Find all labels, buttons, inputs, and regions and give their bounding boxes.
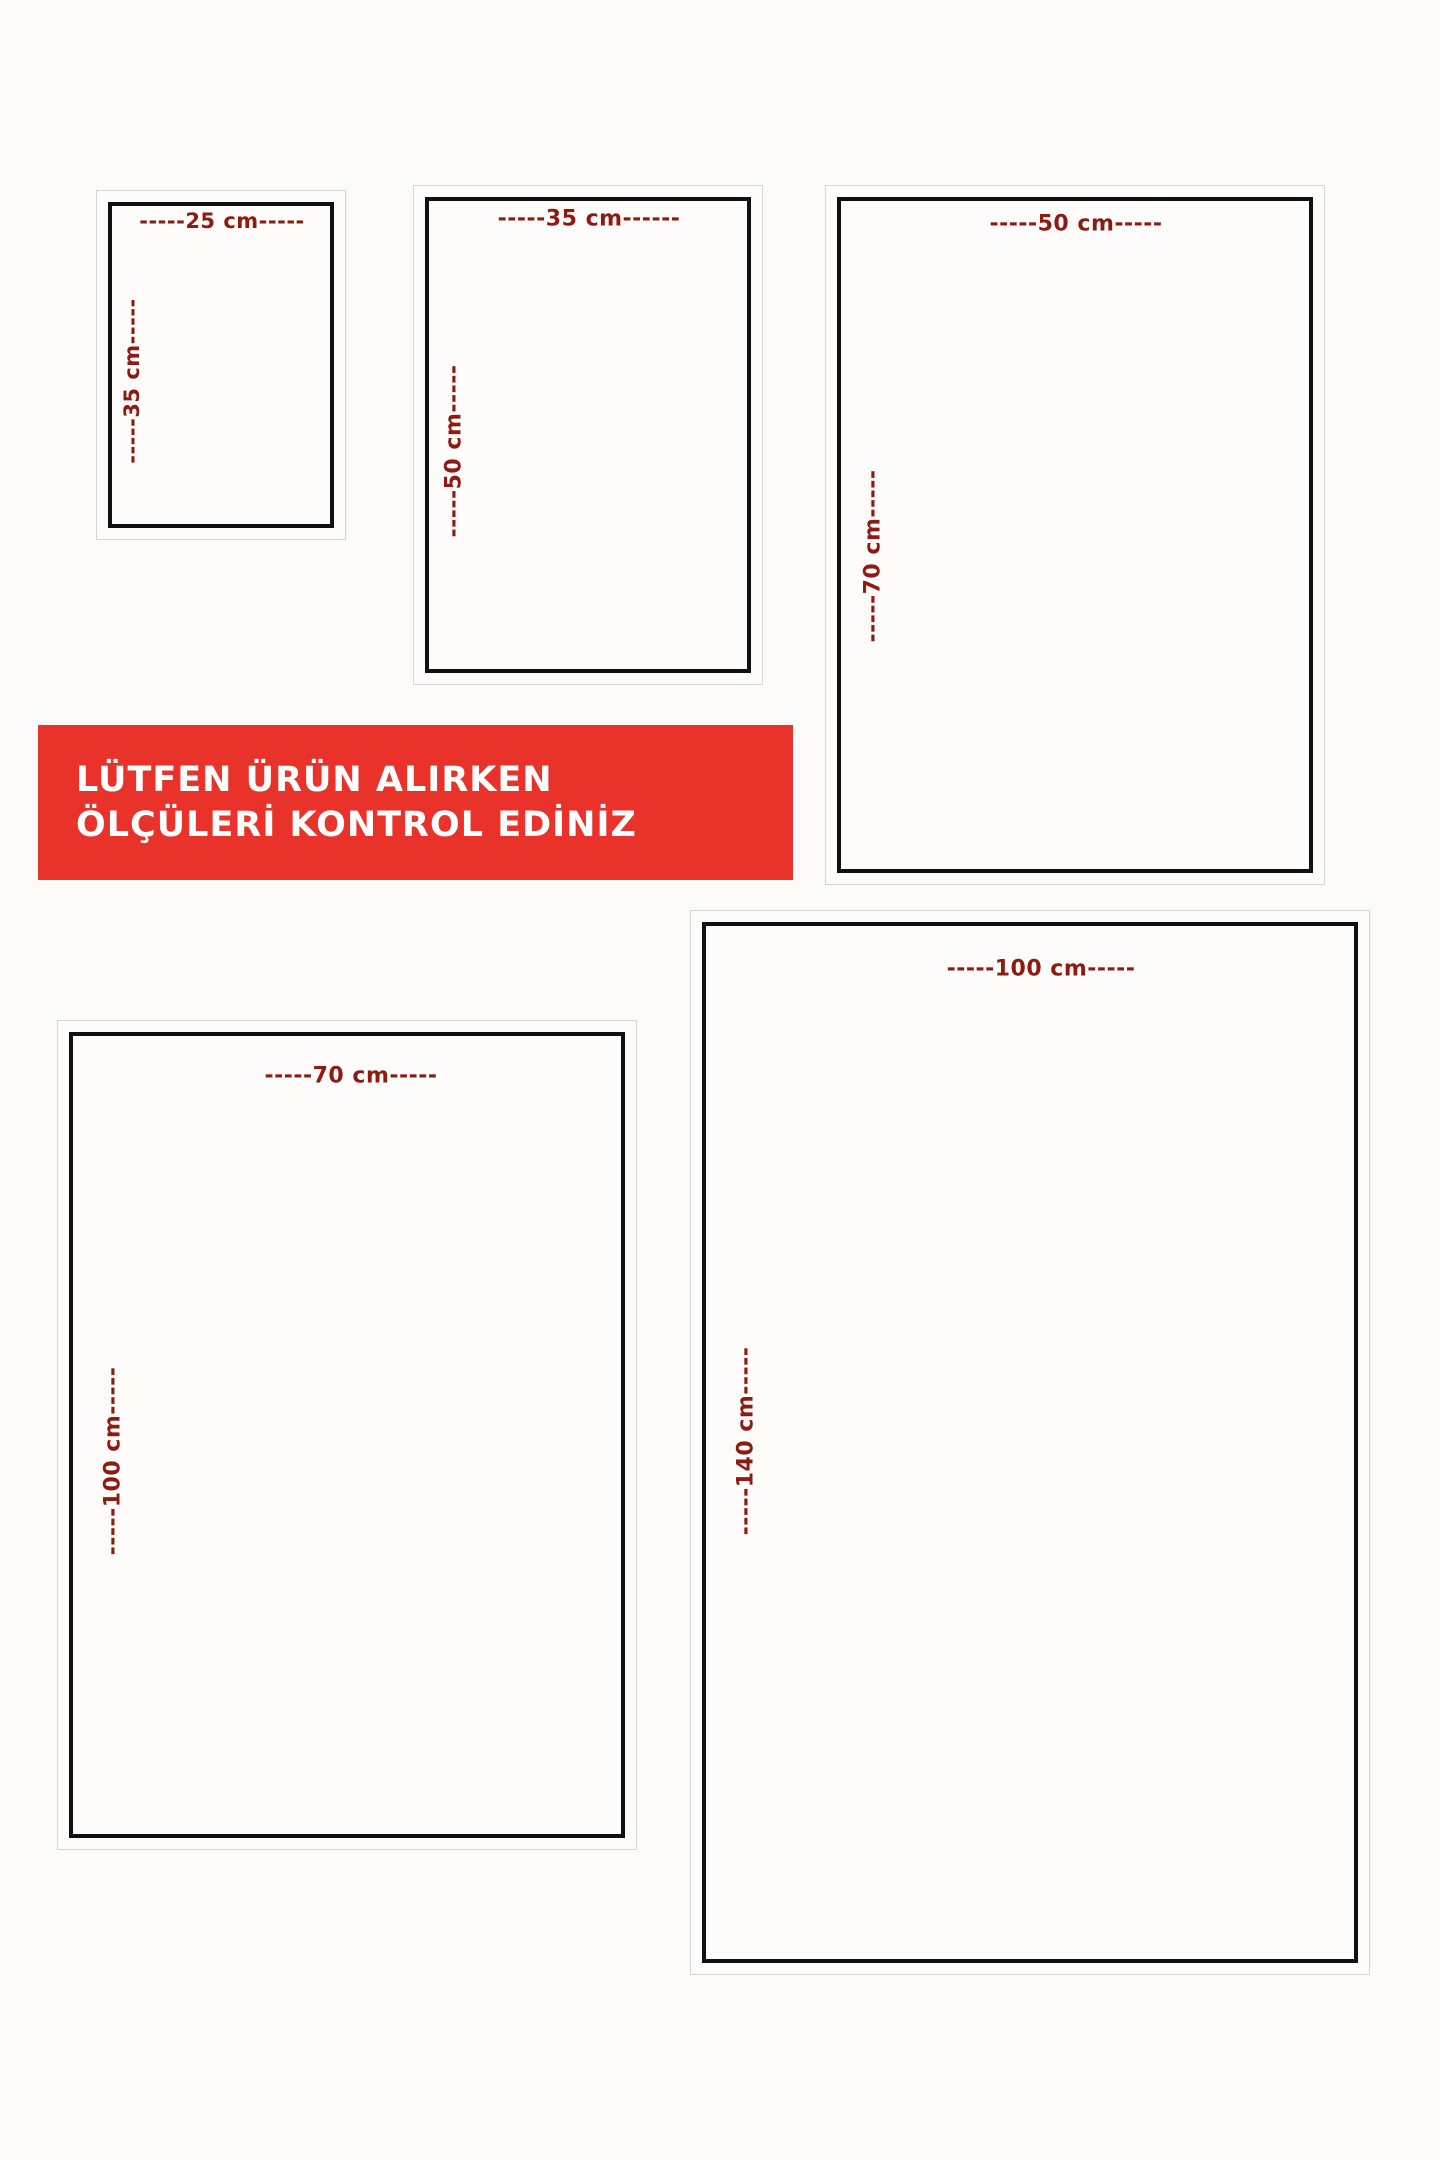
- frame-70x100: [57, 1020, 637, 1850]
- frame-50x70: [825, 185, 1325, 885]
- frame-100x140-height-label: -----140 cm-----: [733, 1346, 759, 1536]
- frame-35x50: [413, 185, 763, 685]
- frame-25x35: [96, 190, 346, 540]
- frame-50x70-height-label: -----70 cm-----: [860, 469, 886, 643]
- warning-banner-line1: LÜTFEN ÜRÜN ALIRKEN: [76, 759, 553, 800]
- frame-35x50-width-label: -----35 cm------: [497, 206, 681, 232]
- warning-banner: [38, 725, 793, 880]
- frame-100x140: [690, 910, 1370, 1975]
- frame-35x50-height-label: -----50 cm-----: [441, 364, 467, 538]
- frame-50x70-width-label: -----50 cm-----: [989, 211, 1163, 237]
- warning-banner-line2: ÖLÇÜLERİ KONTROL EDİNİZ: [76, 804, 637, 845]
- frame-100x140-inner: [702, 922, 1358, 1963]
- frame-100x140-width-label: -----100 cm-----: [946, 956, 1136, 982]
- frame-25x35-width-label: -----25 cm-----: [139, 209, 305, 233]
- frame-25x35-height-label: -----35 cm-----: [120, 298, 144, 464]
- frame-70x100-width-label: -----70 cm-----: [264, 1063, 438, 1089]
- frame-50x70-inner: [837, 197, 1313, 873]
- frame-35x50-inner: [425, 197, 751, 673]
- frame-70x100-inner: [69, 1032, 625, 1838]
- frame-70x100-height-label: -----100 cm-----: [100, 1366, 126, 1556]
